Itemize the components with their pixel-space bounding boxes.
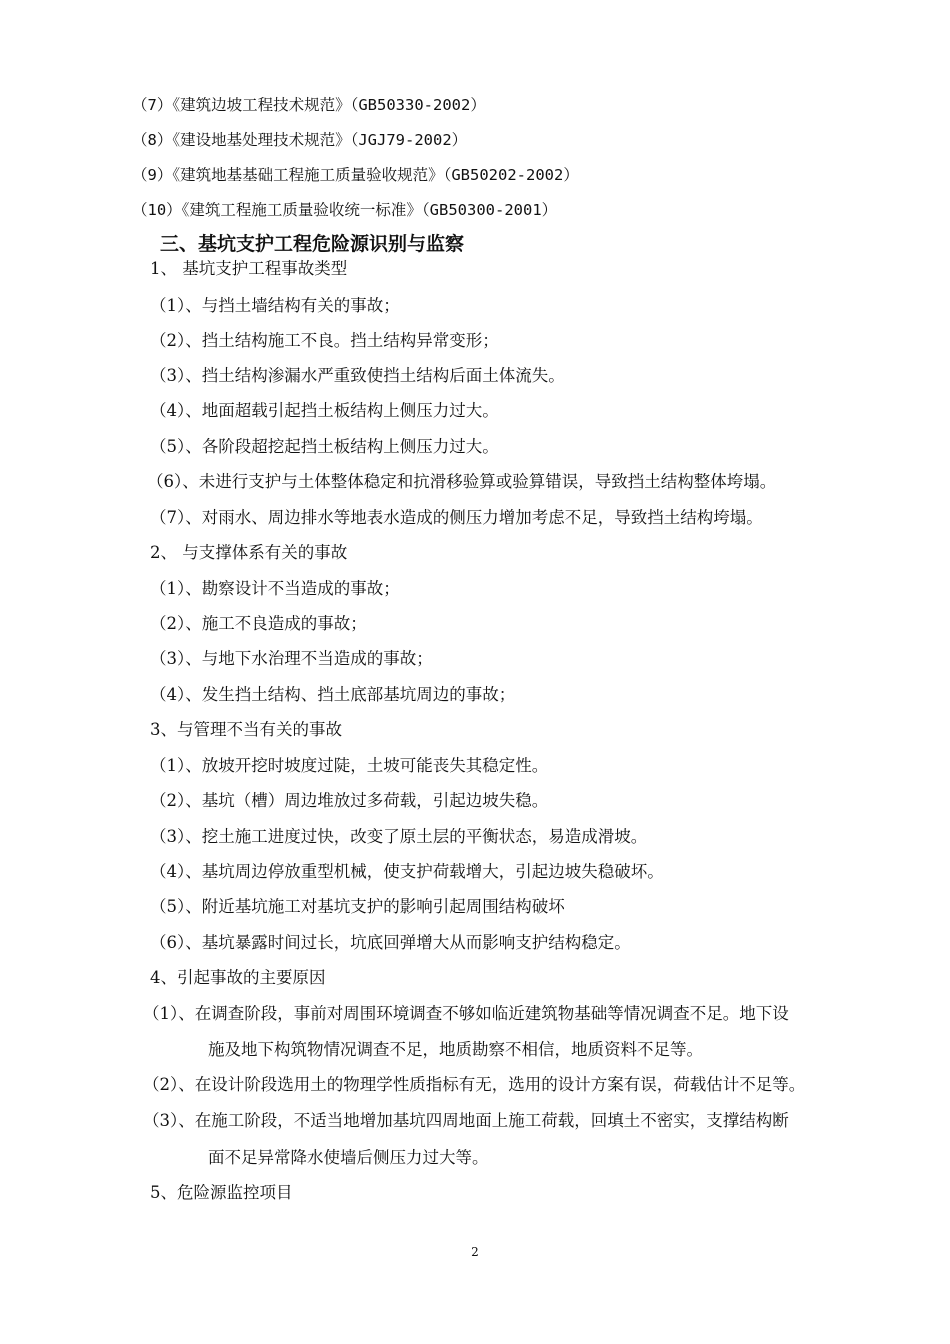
list-item: （2）、在设计阶段选用土的物理学性质指标有无，选用的设计方案有误，荷载估计不足等。	[143, 1075, 806, 1094]
list-item: （6）、未进行支护与土体整体稳定和抗滑移验算或验算错误，导致挡土结构整体垮塌。	[147, 472, 777, 491]
list-item: （4）、基坑周边停放重型机械，使支护荷载增大，引起边坡失稳破坏。	[150, 862, 664, 881]
list-item: （2）、施工不良造成的事故；	[150, 614, 367, 633]
list-item: （4）、发生挡土结构、挡土底部基坑周边的事故；	[150, 685, 516, 704]
list-item: （2）、挡土结构施工不良。挡土结构异常变形；	[150, 331, 499, 350]
list-item: （7）、对雨水、周边排水等地表水造成的侧压力增加考虑不足，导致挡土结构垮塌。	[150, 508, 763, 527]
list-item: （3）、在施工阶段，不适当地增加基坑四周地面上施工荷载，回填土不密实，支撑结构断	[143, 1111, 789, 1130]
list-item: （3）、挡土结构渗漏水严重致使挡土结构后面土体流失。	[150, 366, 565, 385]
reference-line: （9）《建筑地基基础工程施工质量验收规范》（GB50202-2002）	[132, 166, 579, 184]
page-number: 2	[471, 1245, 479, 1259]
subsection-heading: 2、 与支撑体系有关的事故	[150, 543, 348, 562]
list-item: （4）、地面超载引起挡土板结构上侧压力过大。	[150, 401, 499, 420]
list-item: （2）、基坑（槽）周边堆放过多荷载，引起边坡失稳。	[150, 791, 549, 810]
list-item: （3）、挖土施工进度过快，改变了原土层的平衡状态，易造成滑坡。	[150, 827, 648, 846]
reference-line: （7）《建筑边坡工程技术规范》（GB50330-2002）	[132, 96, 486, 114]
list-item: （5）、各阶段超挖起挡土板结构上侧压力过大。	[150, 437, 499, 456]
list-item: （1）、与挡土墙结构有关的事故；	[150, 296, 400, 315]
subsection-heading: 3、与管理不当有关的事故	[150, 720, 342, 739]
list-item: （5）、附近基坑施工对基坑支护的影响引起周围结构破坏	[150, 897, 565, 916]
list-item: （3）、与地下水治理不当造成的事故；	[150, 649, 433, 668]
list-item-continuation: 面不足异常降水使墙后侧压力过大等。	[208, 1148, 489, 1167]
list-item: （6）、基坑暴露时间过长，坑底回弹增大从而影响支护结构稳定。	[150, 933, 631, 952]
reference-line: （10）《建筑工程施工质量验收统一标准》（GB50300-2001）	[132, 201, 558, 219]
section-title: 三、基坑支护工程危险源识别与监察	[160, 233, 465, 255]
subsection-heading: 5、危险源监控项目	[150, 1183, 293, 1202]
reference-line: （8）《建设地基处理技术规范》（JGJ79-2002）	[132, 131, 468, 149]
list-item-continuation: 施及地下构筑物情况调查不足，地质勘察不相信，地质资料不足等。	[208, 1040, 703, 1059]
list-item: （1）、放坡开挖时坡度过陡，土坡可能丧失其稳定性。	[150, 756, 549, 775]
subsection-heading: 1、 基坑支护工程事故类型	[150, 259, 348, 278]
list-item: （1）、在调查阶段，事前对周围环境调查不够如临近建筑物基础等情况调查不足。地下设	[143, 1004, 789, 1023]
list-item: （1）、勘察设计不当造成的事故；	[150, 579, 400, 598]
subsection-heading: 4、引起事故的主要原因	[150, 968, 326, 987]
